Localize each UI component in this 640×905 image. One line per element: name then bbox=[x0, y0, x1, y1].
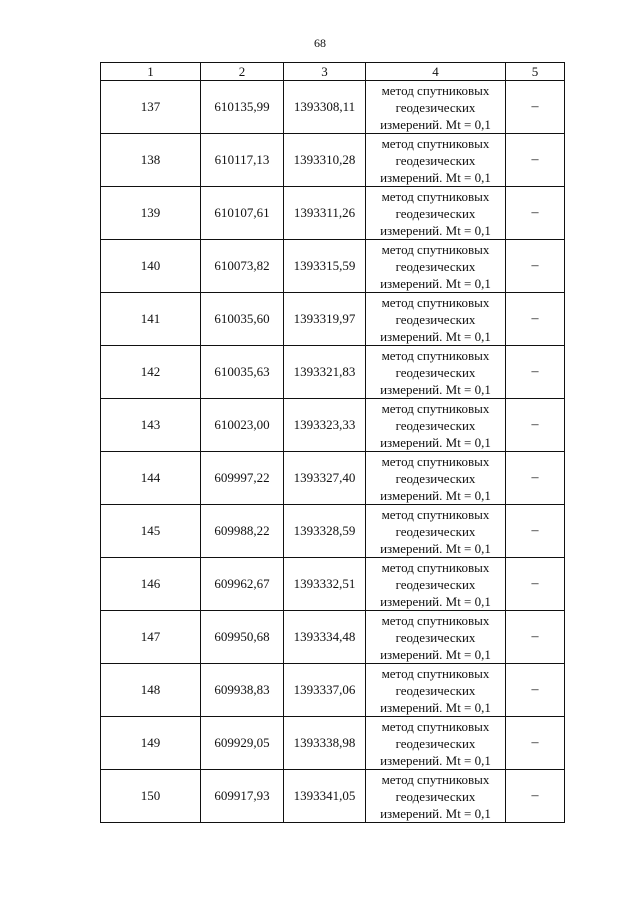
method-line-2: геодезических bbox=[395, 258, 476, 274]
point-number: 144 bbox=[101, 452, 201, 505]
header-col-1: 1 bbox=[101, 63, 201, 81]
table-row bbox=[101, 664, 565, 717]
method-line-1: метод спутниковых bbox=[381, 135, 490, 151]
coordinate-y: 1393321,83 bbox=[284, 346, 366, 399]
coordinate-y: 1393334,48 bbox=[284, 611, 366, 664]
method-line-3: измерений. Mt = 0,1 bbox=[380, 275, 491, 291]
method-line-1: метод спутниковых bbox=[381, 665, 490, 681]
coordinate-y: 1393341,05 bbox=[284, 770, 366, 823]
method-description bbox=[366, 187, 506, 240]
coordinate-y: 1393323,33 bbox=[284, 399, 366, 452]
method-line-1: метод спутниковых bbox=[381, 771, 490, 787]
table-row bbox=[101, 187, 565, 240]
point-number: 150 bbox=[101, 770, 201, 823]
table-row bbox=[101, 293, 565, 346]
coordinate-x: 610035,63 bbox=[201, 346, 284, 399]
method-description bbox=[366, 505, 506, 558]
method-description bbox=[366, 664, 506, 717]
method-line-3: измерений. Mt = 0,1 bbox=[380, 434, 491, 450]
method-line-1: метод спутниковых bbox=[381, 506, 490, 522]
coordinates-table bbox=[100, 62, 565, 823]
method-description bbox=[366, 611, 506, 664]
coordinate-x: 609938,83 bbox=[201, 664, 284, 717]
col5-dash: – bbox=[506, 346, 565, 399]
table-row bbox=[101, 505, 565, 558]
method-line-2: геодезических bbox=[395, 417, 476, 433]
point-number: 145 bbox=[101, 505, 201, 558]
point-number: 137 bbox=[101, 81, 201, 134]
method-line-3: измерений. Mt = 0,1 bbox=[380, 540, 491, 556]
method-description bbox=[366, 770, 506, 823]
coordinate-y: 1393337,06 bbox=[284, 664, 366, 717]
coordinate-x: 609917,93 bbox=[201, 770, 284, 823]
point-number: 139 bbox=[101, 187, 201, 240]
method-line-2: геодезических bbox=[395, 99, 476, 115]
method-line-1: метод спутниковых bbox=[381, 347, 490, 363]
table-row bbox=[101, 717, 565, 770]
col5-dash: – bbox=[506, 187, 565, 240]
method-line-2: геодезических bbox=[395, 311, 476, 327]
method-description bbox=[366, 134, 506, 187]
method-line-2: геодезических bbox=[395, 470, 476, 486]
coordinate-x: 610135,99 bbox=[201, 81, 284, 134]
method-line-1: метод спутниковых bbox=[381, 718, 490, 734]
method-line-2: геодезических bbox=[395, 205, 476, 221]
point-number: 142 bbox=[101, 346, 201, 399]
method-line-2: геодезических bbox=[395, 735, 476, 751]
method-line-2: геодезических bbox=[395, 788, 476, 804]
method-line-3: измерений. Mt = 0,1 bbox=[380, 328, 491, 344]
header-col-3: 3 bbox=[284, 63, 366, 81]
method-line-3: измерений. Mt = 0,1 bbox=[380, 381, 491, 397]
method-line-1: метод спутниковых bbox=[381, 82, 490, 98]
method-description bbox=[366, 558, 506, 611]
point-number: 148 bbox=[101, 664, 201, 717]
col5-dash: – bbox=[506, 134, 565, 187]
coordinate-x: 610107,61 bbox=[201, 187, 284, 240]
method-description bbox=[366, 81, 506, 134]
method-line-3: измерений. Mt = 0,1 bbox=[380, 752, 491, 768]
method-line-3: измерений. Mt = 0,1 bbox=[380, 222, 491, 238]
method-line-3: измерений. Mt = 0,1 bbox=[380, 699, 491, 715]
coordinate-x: 609950,68 bbox=[201, 611, 284, 664]
method-description bbox=[366, 346, 506, 399]
col5-dash: – bbox=[506, 81, 565, 134]
header-col-5: 5 bbox=[506, 63, 565, 81]
coordinate-y: 1393308,11 bbox=[284, 81, 366, 134]
col5-dash: – bbox=[506, 452, 565, 505]
col5-dash: – bbox=[506, 558, 565, 611]
method-description bbox=[366, 452, 506, 505]
point-number: 149 bbox=[101, 717, 201, 770]
method-line-2: геодезических bbox=[395, 629, 476, 645]
method-line-2: геодезических bbox=[395, 682, 476, 698]
method-line-2: геодезических bbox=[395, 152, 476, 168]
method-line-1: метод спутниковых bbox=[381, 241, 490, 257]
coordinate-y: 1393310,28 bbox=[284, 134, 366, 187]
point-number: 141 bbox=[101, 293, 201, 346]
col5-dash: – bbox=[506, 717, 565, 770]
method-line-2: геодезических bbox=[395, 523, 476, 539]
coordinate-y: 1393338,98 bbox=[284, 717, 366, 770]
method-line-1: метод спутниковых bbox=[381, 294, 490, 310]
coordinate-y: 1393315,59 bbox=[284, 240, 366, 293]
table-row bbox=[101, 770, 565, 823]
method-line-1: метод спутниковых bbox=[381, 400, 490, 416]
method-line-3: измерений. Mt = 0,1 bbox=[380, 646, 491, 662]
coordinate-x: 610035,60 bbox=[201, 293, 284, 346]
method-line-1: метод спутниковых bbox=[381, 612, 490, 628]
col5-dash: – bbox=[506, 664, 565, 717]
method-line-1: метод спутниковых bbox=[381, 188, 490, 204]
point-number: 143 bbox=[101, 399, 201, 452]
method-line-3: измерений. Mt = 0,1 bbox=[380, 593, 491, 609]
coordinate-y: 1393328,59 bbox=[284, 505, 366, 558]
method-line-1: метод спутниковых bbox=[381, 453, 490, 469]
coordinate-x: 610073,82 bbox=[201, 240, 284, 293]
header-col-4: 4 bbox=[366, 63, 506, 81]
coordinate-x: 609962,67 bbox=[201, 558, 284, 611]
point-number: 138 bbox=[101, 134, 201, 187]
table-row bbox=[101, 81, 565, 134]
table-row bbox=[101, 240, 565, 293]
table-body bbox=[101, 81, 565, 823]
method-line-2: геодезических bbox=[395, 576, 476, 592]
col5-dash: – bbox=[506, 240, 565, 293]
table-row bbox=[101, 558, 565, 611]
method-description bbox=[366, 717, 506, 770]
table-row bbox=[101, 346, 565, 399]
col5-dash: – bbox=[506, 770, 565, 823]
coordinate-x: 609988,22 bbox=[201, 505, 284, 558]
table-row bbox=[101, 611, 565, 664]
coordinate-y: 1393319,97 bbox=[284, 293, 366, 346]
method-line-3: измерений. Mt = 0,1 bbox=[380, 487, 491, 503]
method-line-3: измерений. Mt = 0,1 bbox=[380, 116, 491, 132]
method-line-3: измерений. Mt = 0,1 bbox=[380, 169, 491, 185]
page-number: 68 bbox=[314, 36, 326, 50]
method-description bbox=[366, 240, 506, 293]
col5-dash: – bbox=[506, 611, 565, 664]
coordinate-x: 610023,00 bbox=[201, 399, 284, 452]
header-col-2: 2 bbox=[201, 63, 284, 81]
point-number: 140 bbox=[101, 240, 201, 293]
coordinate-x: 610117,13 bbox=[201, 134, 284, 187]
coordinate-y: 1393332,51 bbox=[284, 558, 366, 611]
col5-dash: – bbox=[506, 505, 565, 558]
method-line-3: измерений. Mt = 0,1 bbox=[380, 805, 491, 821]
coordinate-x: 609997,22 bbox=[201, 452, 284, 505]
col5-dash: – bbox=[506, 293, 565, 346]
method-line-1: метод спутниковых bbox=[381, 559, 490, 575]
coordinate-y: 1393327,40 bbox=[284, 452, 366, 505]
coordinate-y: 1393311,26 bbox=[284, 187, 366, 240]
table-row bbox=[101, 452, 565, 505]
table-row bbox=[101, 134, 565, 187]
point-number: 146 bbox=[101, 558, 201, 611]
method-description bbox=[366, 399, 506, 452]
method-description bbox=[366, 293, 506, 346]
table-row bbox=[101, 399, 565, 452]
table-header-row bbox=[101, 63, 565, 81]
point-number: 147 bbox=[101, 611, 201, 664]
col5-dash: – bbox=[506, 399, 565, 452]
coordinate-x: 609929,05 bbox=[201, 717, 284, 770]
method-line-2: геодезических bbox=[395, 364, 476, 380]
